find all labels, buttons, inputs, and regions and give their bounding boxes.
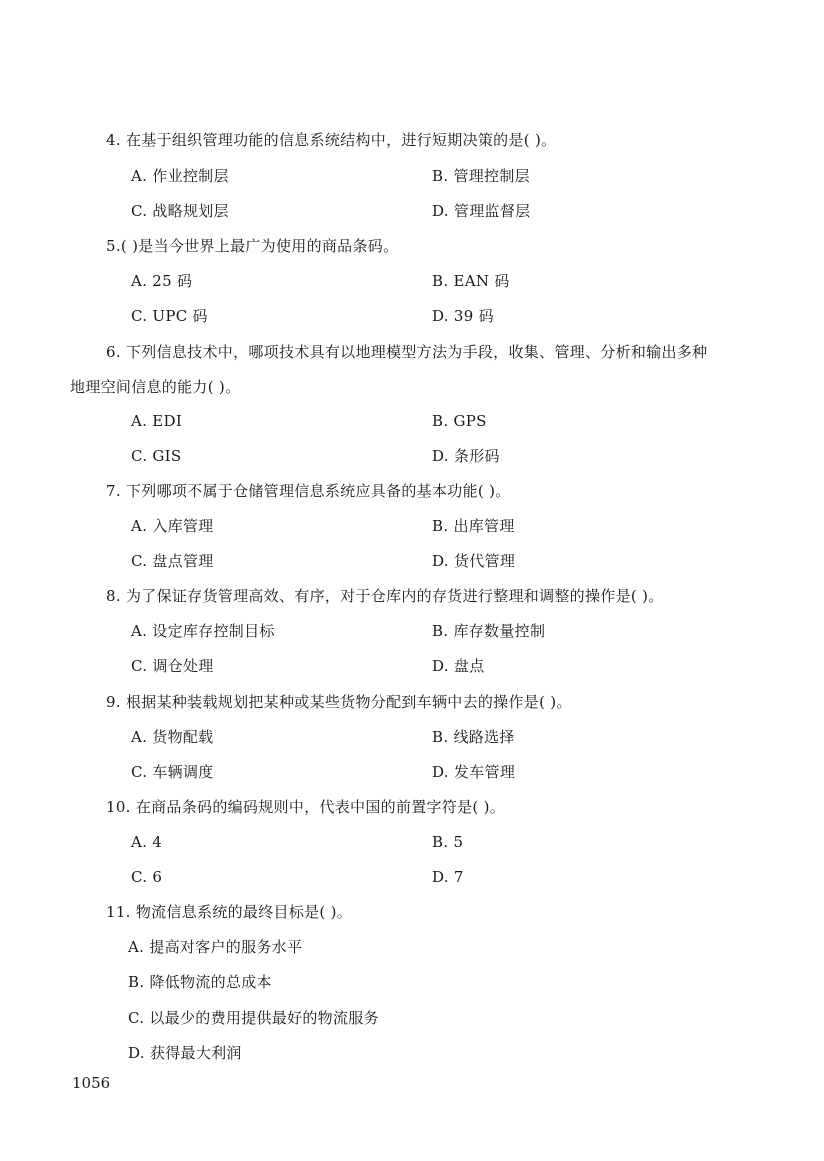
- question-7-stem: 7. 下列哪项不属于仓储管理信息系统应具备的基本功能( )。: [106, 482, 511, 500]
- question-10-option-d: D. 7: [432, 868, 464, 886]
- question-7-option-b: B. 出库管理: [432, 517, 515, 535]
- question-9-option-b: B. 线路选择: [432, 728, 515, 746]
- question-7-option-a: A. 入库管理: [131, 517, 214, 535]
- question-6-stem-line1: 6. 下列信息技术中，哪项技术具有以地理模型方法为手段，收集、管理、分析和输出多种: [106, 343, 708, 361]
- question-7-option-d: D. 货代管理: [432, 552, 516, 570]
- question-10-option-a: A. 4: [131, 833, 163, 851]
- question-6-stem-line2: 地理空间信息的能力( )。: [70, 378, 241, 396]
- question-4-stem: 4. 在基于组织管理功能的信息系统结构中，进行短期决策的是( )。: [106, 131, 557, 149]
- question-11-option-d: D. 获得最大利润: [128, 1044, 242, 1062]
- page-number: 1056: [72, 1074, 111, 1092]
- question-9-option-d: D. 发车管理: [432, 763, 516, 781]
- question-5-stem: 5.( )是当今世界上最广为使用的商品条码。: [106, 237, 399, 255]
- question-11-option-b: B. 降低物流的总成本: [128, 973, 272, 991]
- question-4-option-d: D. 管理监督层: [432, 202, 531, 220]
- question-9-option-c: C. 车辆调度: [131, 763, 214, 781]
- question-7-option-c: C. 盘点管理: [131, 552, 214, 570]
- question-4-option-c: C. 战略规划层: [131, 202, 229, 220]
- question-6-option-a: A. EDI: [131, 412, 183, 430]
- question-10-option-c: C. 6: [131, 868, 163, 886]
- question-11-stem: 11. 物流信息系统的最终目标是( )。: [106, 903, 353, 921]
- question-6-option-d: D. 条形码: [432, 447, 500, 465]
- question-8-option-a: A. 设定库存控制目标: [131, 622, 275, 640]
- question-8-stem: 8. 为了保证存货管理高效、有序，对于仓库内的存货进行整理和调整的操作是( )。: [106, 587, 664, 605]
- question-6-option-b: B. GPS: [432, 412, 487, 430]
- question-4-option-a: A. 作业控制层: [131, 167, 229, 185]
- question-11-option-a: A. 提高对客户的服务水平: [128, 938, 303, 956]
- question-9-option-a: A. 货物配载: [131, 728, 214, 746]
- question-10-option-b: B. 5: [432, 833, 464, 851]
- question-5-option-a: A. 25 码: [131, 272, 193, 290]
- question-5-option-b: B. EAN 码: [432, 272, 510, 290]
- question-8-option-b: B. 库存数量控制: [432, 622, 546, 640]
- question-8-option-d: D. 盘点: [432, 657, 485, 675]
- question-6-option-c: C. GIS: [131, 447, 182, 465]
- question-8-option-c: C. 调仓处理: [131, 657, 214, 675]
- question-5-option-d: D. 39 码: [432, 307, 494, 325]
- question-11-option-c: C. 以最少的费用提供最好的物流服务: [128, 1009, 379, 1027]
- question-5-option-c: C. UPC 码: [131, 307, 208, 325]
- question-4-option-b: B. 管理控制层: [432, 167, 530, 185]
- question-10-stem: 10. 在商品条码的编码规则中，代表中国的前置字符是( )。: [106, 798, 506, 816]
- question-9-stem: 9. 根据某种装载规划把某种或某些货物分配到车辆中去的操作是( )。: [106, 693, 572, 711]
